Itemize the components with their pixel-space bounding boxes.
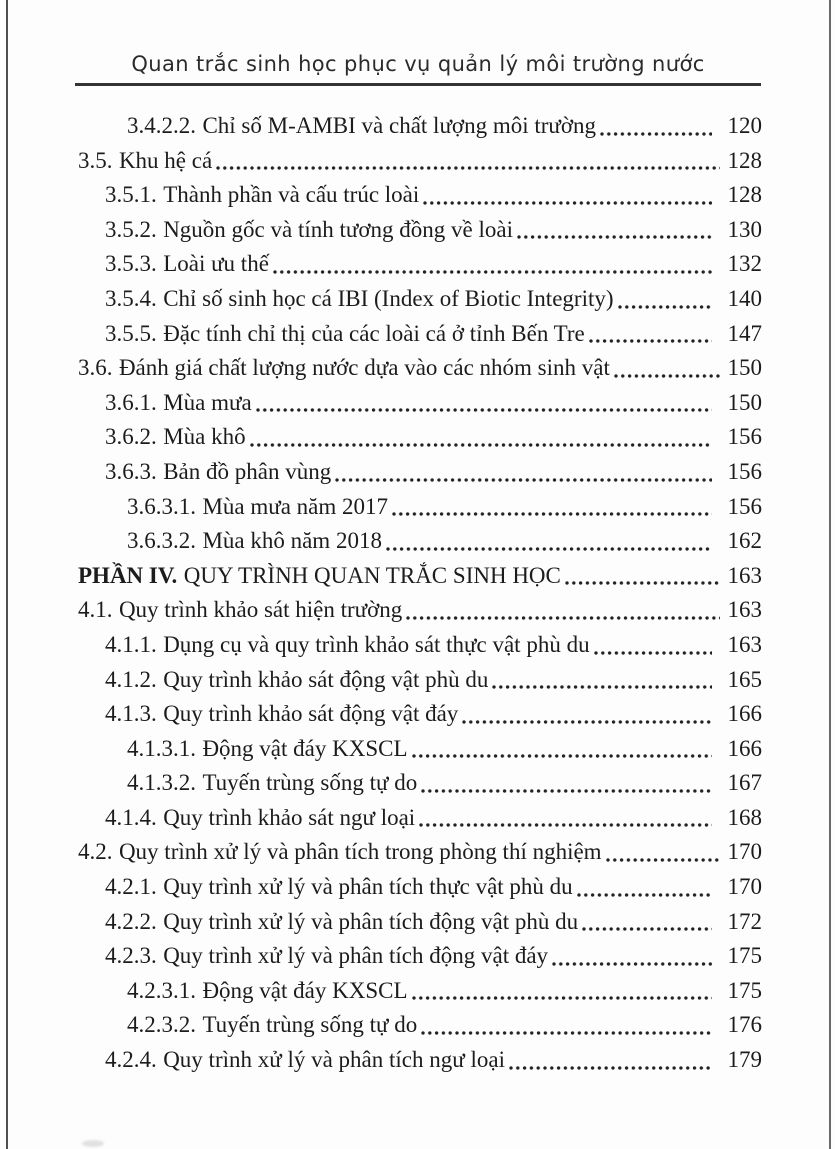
toc-entry-page: 170 [727,839,762,865]
dot-leader-icon [517,234,712,240]
toc-entry [78,939,762,974]
toc-entry-title: Đặc tính chỉ thị của các loài cá ở tỉnh Bến Tre [163,320,585,346]
toc-entry-page: 162 [727,528,762,554]
toc-entry-page: 163 [727,631,762,657]
toc-entry-title: Quy trình xử lý và phân tích động vật đáy [163,943,549,969]
toc-entry-number: 3.5.2. [105,216,157,242]
dot-leader-icon [419,822,712,828]
toc-entry-page: 168 [727,804,762,830]
toc-entry [78,420,762,455]
toc-entry-page: 163 [727,562,762,588]
toc-entry [78,732,762,767]
toc-entry-title: Mùa khô [163,424,246,450]
toc-entry [78,213,762,248]
dot-leader-icon [406,615,720,621]
toc-entry-number: 3.6. [78,355,113,381]
toc-entry [78,559,762,594]
toc-entry [78,282,762,317]
toc-entry-title: Mùa khô năm 2018 [202,528,382,554]
toc-entry-page: 140 [727,285,762,311]
dot-leader-icon [250,442,712,448]
toc-entry-number: 3.5.4. [105,285,157,311]
toc-entry [78,351,762,386]
toc-entry-number: 4.1.4. [105,804,157,830]
toc-entry [78,144,762,179]
toc-entry-title: Tuyến trùng sống tự do [202,770,418,796]
toc-entry [78,178,762,213]
toc-entry-number: 3.5.3. [105,251,157,277]
toc-entry-page: 176 [727,1012,762,1038]
toc-entry-title: Quy trình khảo sát hiện trường [118,597,403,623]
toc-entry-page: 166 [727,735,762,761]
toc-entry-page: 175 [727,943,762,969]
toc-entry-number: 3.6.2. [105,424,157,450]
toc-entry-number: 4.1. [78,597,113,623]
dot-leader-icon [335,477,712,483]
dot-leader-icon [606,857,720,863]
toc-entry-number: 3.6.3.1. [127,493,196,519]
toc-entry [78,247,762,282]
toc-entry-title: Quy trình khảo sát động vật đáy [163,701,459,727]
toc-entry [78,1043,762,1078]
toc-entry-page: 150 [727,389,762,415]
toc-entry [78,870,762,905]
page-edge-line-right [829,0,831,1149]
dot-leader-icon [412,995,712,1001]
toc-entry-title: Loài ưu thế [163,251,269,277]
toc-entry-number: 4.1.1. [105,631,157,657]
dot-leader-icon [386,546,712,552]
toc-entry [78,628,762,663]
toc-entry-page: 166 [727,701,762,727]
toc-entry [78,663,762,698]
toc-entry-title: Quy trình khảo sát động vật phù du [163,666,489,692]
toc-entry-title: Chỉ số sinh học cá IBI (Index of Biotic Integrity) [163,285,614,311]
toc-entry-page: 130 [727,216,762,242]
toc-entry-title: Động vật đáy KXSCL [202,977,408,1003]
toc-entry-page: 165 [727,666,762,692]
dot-leader-icon [421,788,712,794]
toc-entry-title: Khu hệ cá [118,147,213,173]
toc-entry-page: 172 [727,908,762,934]
toc-entry-number: 4.2.3.2. [127,1012,196,1038]
toc-entry-title: Dụng cụ và quy trình khảo sát thực vật phù du [163,631,590,657]
toc-entry [78,524,762,559]
dot-leader-icon [577,892,712,898]
table-of-contents [78,109,762,1078]
dot-leader-icon [594,650,712,656]
dot-leader-icon [216,165,720,171]
toc-entry-title: Tuyến trùng sống tự do [202,1012,418,1038]
toc-entry-title: Quy trình xử lý và phân tích động vật phù du [163,908,579,934]
toc-entry-number: 4.1.3.2. [127,770,196,796]
toc-entry-title: Mùa mưa năm 2017 [202,493,389,519]
toc-entry-number: 4.1.3. [105,701,157,727]
page-edge-line-left [6,0,8,1149]
dot-leader-icon [256,407,712,413]
toc-entry [78,766,762,801]
toc-entry-page: 170 [727,874,762,900]
toc-entry [78,317,762,352]
toc-entry [78,801,762,836]
dot-leader-icon [273,269,712,275]
toc-entry-number: 4.2.1. [105,874,157,900]
toc-entry-title: Bản đồ phân vùng [163,458,332,484]
toc-entry-number: 3.6.3. [105,458,157,484]
toc-entry-number: PHẦN IV. [78,562,178,588]
toc-entry-page: 179 [727,1047,762,1073]
toc-entry-number: 4.1.2. [105,666,157,692]
toc-entry-number: 4.1.3.1. [127,735,196,761]
running-header [75,52,761,86]
dot-leader-icon [618,304,712,310]
toc-entry-number: 4.2. [78,839,113,865]
running-header-title: Quan trắc sinh học phục vụ quản lý môi trường nước [131,52,705,76]
toc-entry-title: Quy trình xử lý và phân tích trong phòng thí nghiệm [118,839,602,865]
toc-entry-page: 132 [727,251,762,277]
toc-entry-title: Quy trình xử lý và phân tích ngư loại [163,1047,505,1073]
toc-entry-number: 4.2.3. [105,943,157,969]
toc-entry-page: 156 [727,458,762,484]
toc-entry [78,835,762,870]
toc-entry-page: 128 [727,147,762,173]
toc-entry-number: 3.4.2.2. [127,113,196,138]
dot-leader-icon [600,131,712,137]
toc-entry-page: 156 [727,424,762,450]
toc-entry-number: 3.6.3.2. [127,528,196,554]
toc-entry-number: 3.5.1. [105,182,157,208]
dot-leader-icon [565,580,720,586]
toc-entry-number: 4.2.2. [105,908,157,934]
toc-entry-title: Chỉ số M-AMBI và chất lượng môi trường [202,113,597,138]
toc-entry-page: 167 [727,770,762,796]
dot-leader-icon [412,753,712,759]
toc-entry [78,386,762,421]
dot-leader-icon [492,684,712,690]
toc-entry [78,1008,762,1043]
dot-leader-icon [462,719,712,725]
dot-leader-icon [614,373,720,379]
toc-entry-title: Đánh giá chất lượng nước dựa vào các nhóm sinh vật [118,355,610,381]
dot-leader-icon [589,338,712,344]
toc-entry-page: 120 [727,113,762,138]
toc-entry-title: Động vật đáy KXSCL [202,735,408,761]
toc-entry-title: QUY TRÌNH QUAN TRẮC SINH HỌC [183,562,561,588]
toc-entry-page: 128 [727,182,762,208]
toc-entry-page: 163 [727,597,762,623]
toc-entry-title: Quy trình khảo sát ngư loại [163,804,416,830]
dot-leader-icon [582,926,712,932]
dot-leader-icon [392,511,712,517]
dot-leader-icon [509,1065,712,1071]
scan-artifact [82,1140,104,1147]
toc-entry [78,697,762,732]
toc-entry [78,109,762,144]
toc-entry-page: 175 [727,977,762,1003]
toc-entry-title: Mùa mưa [163,389,252,415]
toc-entry [78,974,762,1009]
toc-entry-number: 3.6.1. [105,389,157,415]
toc-entry-number: 4.2.4. [105,1047,157,1073]
dot-leader-icon [421,1030,712,1036]
toc-entry [78,905,762,940]
dot-leader-icon [552,961,712,967]
toc-entry-title: Quy trình xử lý và phân tích thực vật phù du [163,874,573,900]
toc-entry-title: Nguồn gốc và tính tương đồng về loài [163,216,513,242]
toc-entry [78,593,762,628]
toc-entry [78,490,762,525]
toc-entry-number: 3.5. [78,147,113,173]
toc-entry-number: 4.2.3.1. [127,977,196,1003]
dot-leader-icon [423,200,712,206]
toc-entry-title: Thành phần và cấu trúc loài [163,182,420,208]
toc-entry-page: 147 [727,320,762,346]
toc-entry [78,455,762,490]
toc-entry-page: 150 [727,355,762,381]
toc-entry-number: 3.5.5. [105,320,157,346]
toc-entry-page: 156 [727,493,762,519]
